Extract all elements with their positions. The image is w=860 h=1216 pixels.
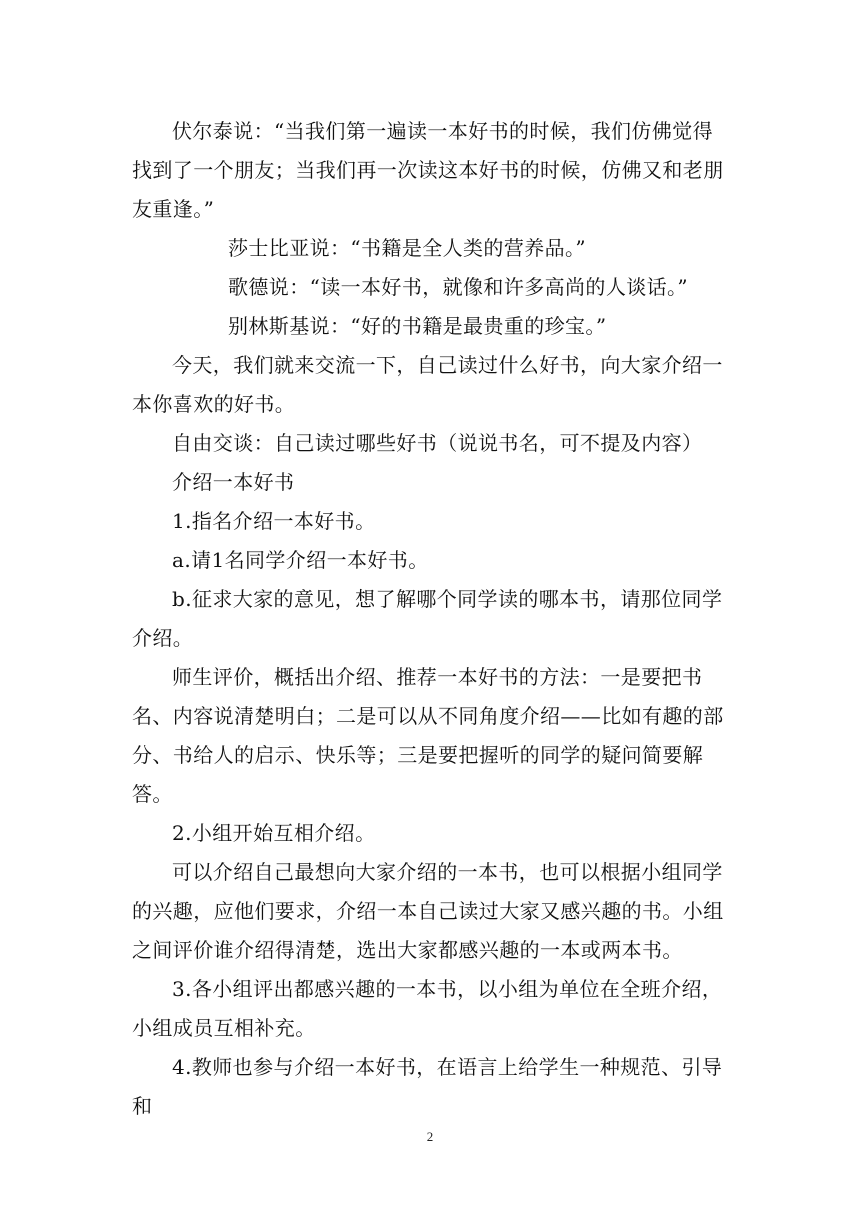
step-3: 3.各小组评出都感兴趣的一本书，以小组为单位在全班介绍，小组成员互相补充。: [132, 977, 723, 1040]
step-1a: a.请1名同学介绍一本好书。: [172, 548, 429, 572]
step-1b: b.征求大家的意见，想了解哪个同学读的哪本书，请那位同学介绍。: [132, 587, 723, 650]
step-4: 4.教师也参与介绍一本好书，在语言上给学生一种规范、引导和: [132, 1055, 723, 1118]
quote-goethe: 歌德说：“读一本好书，就像和许多高尚的人谈话。”: [228, 275, 689, 299]
page-number: 2: [426, 1129, 434, 1144]
paragraph-evaluation: 师生评价，概括出介绍、推荐一本好书的方法：一是要把书名、内容说清楚明白；二是可以从不同角度介绍——比如有趣的部分、书给人的启示、快乐等；三是要把握听的同学的疑问简要解答。: [132, 665, 724, 806]
paragraph-intro: 今天，我们就来交流一下，自己读过什么好书，向大家介绍一本你喜欢的好书。: [132, 353, 723, 416]
paragraph-voltaire-quote: 伏尔泰说：“当我们第一遍读一本好书的时候，我们仿佛觉得找到了一个朋友；当我们再一次读这本好书的时候，仿佛又和老朋友重逢。”: [132, 119, 724, 221]
body-text: [132, 112, 732, 1126]
section-heading: 介绍一本好书: [172, 470, 295, 494]
quote-belinsky: 别林斯基说：“好的书籍是最贵重的珍宝。”: [228, 314, 607, 338]
step-2: 2.小组开始互相介绍。: [172, 821, 376, 845]
step-1: 1.指名介绍一本好书。: [172, 509, 376, 533]
paragraph-group-intro: 可以介绍自己最想向大家介绍的一本书，也可以根据小组同学的兴趣，应他们要求，介绍一本自己读过大家又感兴趣的书。小组之间评价谁介绍得清楚，选出大家都感兴趣的一本或两本书。: [132, 860, 724, 962]
quote-shakespeare: 莎士比亚说：“书籍是全人类的营养品。”: [228, 236, 587, 260]
paragraph-free-talk: 自由交谈：自己读过哪些好书（说说书名，可不提及内容）: [172, 431, 703, 455]
